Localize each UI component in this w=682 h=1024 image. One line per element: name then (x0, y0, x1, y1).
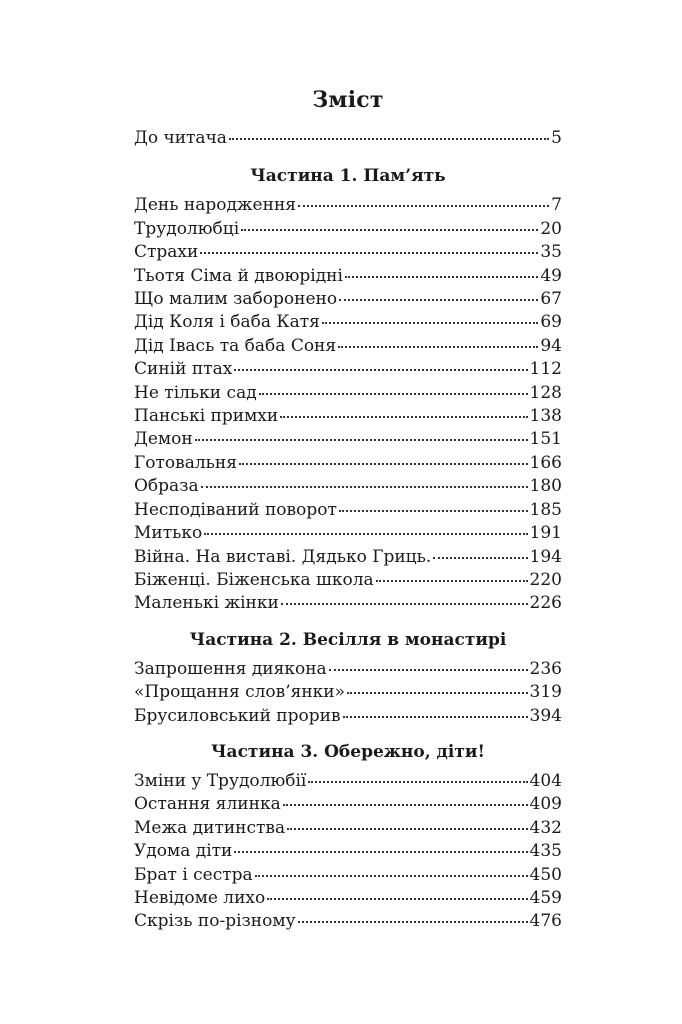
toc-entry-label: Митько (134, 523, 203, 544)
dot-leader (376, 579, 528, 582)
page-title: Зміст (312, 87, 384, 113)
toc-entry-page: 49 (540, 265, 562, 286)
toc-entry-page: 319 (529, 682, 562, 703)
toc-entry (134, 452, 562, 475)
toc-entry-label: Готовальня (134, 452, 237, 473)
dot-leader (298, 204, 549, 207)
toc-entry-page: 409 (529, 794, 562, 815)
toc-entry-page: 220 (529, 569, 562, 590)
toc-entry (134, 218, 562, 241)
toc-entry-page: 432 (529, 817, 562, 838)
toc-entry-page: 94 (540, 335, 562, 356)
toc-entry (134, 127, 562, 150)
toc-entry (134, 793, 562, 816)
dot-leader (308, 780, 527, 783)
toc-entry-page: 226 (529, 593, 562, 614)
toc-entry-label: Що малим заборонено (134, 289, 338, 310)
dot-leader (195, 438, 528, 441)
toc-entry-label: Панські примхи (134, 406, 279, 427)
toc-entry (134, 475, 562, 498)
toc-entry (134, 522, 562, 545)
toc-entry (134, 770, 562, 793)
part-heading: Частина 1. Пам’ять (250, 166, 446, 187)
toc-entry-page: 20 (540, 218, 562, 239)
toc-entry-label: Синій птах (134, 359, 233, 380)
toc-entry-page: 404 (529, 770, 562, 791)
toc-entry-page: 476 (529, 911, 562, 932)
dot-leader (241, 228, 538, 231)
toc-part-3 (134, 740, 562, 934)
dot-leader (229, 137, 549, 140)
toc-entry-page: 236 (529, 658, 562, 679)
toc-entry-label: Маленькі жінки (134, 593, 279, 614)
toc-entry (134, 887, 562, 910)
toc-entry (134, 311, 562, 334)
dot-leader (280, 415, 527, 418)
toc-entry (134, 382, 562, 405)
toc-entry-page: 435 (529, 841, 562, 862)
dot-leader (345, 275, 538, 278)
toc-entry (134, 288, 562, 311)
toc-entry-page: 67 (540, 289, 562, 310)
toc-entry (134, 499, 562, 522)
toc-entry-page: 394 (529, 705, 562, 726)
dot-leader (433, 556, 527, 559)
toc-entry-label: Зміни у Трудолюбії (134, 770, 307, 791)
toc-entry (134, 569, 562, 592)
part-heading: Частина 2. Весілля в монастирі (189, 629, 507, 650)
dot-leader (200, 251, 538, 254)
dot-leader (338, 345, 538, 348)
toc-entry-page: 185 (529, 499, 562, 520)
dot-leader (281, 602, 528, 605)
toc-entry-label: Брат і сестра (134, 864, 253, 885)
toc-entry-page: 450 (529, 864, 562, 885)
dot-leader (339, 509, 528, 512)
dot-leader (255, 874, 528, 877)
dot-leader (322, 321, 539, 324)
toc-part-1 (134, 164, 562, 615)
toc-entry (134, 705, 562, 728)
dot-leader (259, 392, 528, 395)
toc-entry-page: 138 (529, 406, 562, 427)
toc-entry-label: Трудолюбці (134, 218, 240, 239)
dot-leader (267, 897, 527, 900)
toc-entry (134, 265, 562, 288)
dot-leader (343, 715, 528, 718)
toc-entry-label: Межа дитинства (134, 817, 286, 838)
toc-entry (134, 817, 562, 840)
toc-entry (134, 546, 562, 569)
toc-entry-label: Не тільки сад (134, 382, 257, 403)
dot-leader (283, 803, 528, 806)
toc-entry-label: День народження (134, 195, 297, 216)
dot-leader (329, 668, 528, 671)
dot-leader (298, 920, 528, 923)
toc-entry-label: Образа (134, 476, 199, 497)
part-heading: Частина 3. Обережно, діти! (211, 741, 485, 762)
dot-leader (339, 298, 538, 301)
toc-entry-label: Дід Коля і баба Катя (134, 312, 320, 333)
dot-leader (347, 691, 528, 694)
table-of-contents (134, 86, 562, 934)
toc-entry-label: Остання ялинка (134, 794, 281, 815)
dot-leader (234, 368, 527, 371)
toc-entry-label: Страхи (134, 242, 199, 263)
toc-entry-page: 151 (529, 429, 562, 450)
toc-entry (134, 358, 562, 381)
toc-entry (134, 910, 562, 933)
toc-entry-label: До читача (134, 128, 227, 148)
toc-entry-page: 180 (529, 476, 562, 497)
toc-entry (134, 840, 562, 863)
toc-entry-label: Війна. На виставі. Дядько Гриць. (134, 546, 432, 567)
toc-entry (134, 335, 562, 358)
toc-entry (134, 241, 562, 264)
toc-entry-label: Невідоме лихо (134, 887, 266, 908)
dot-leader (201, 485, 528, 488)
toc-entry-label: «Прощання слов’янки» (134, 682, 346, 703)
toc-entry (134, 405, 562, 428)
toc-entry (134, 428, 562, 451)
toc-entry-label: Біженці. Біженська школа (134, 569, 374, 590)
toc-entry-page: 128 (529, 382, 562, 403)
toc-entry-label: Скрізь по-різному (134, 911, 296, 932)
toc-entry (134, 592, 562, 615)
toc-entry (134, 194, 562, 217)
toc-entry-label: Запрошення диякона (134, 658, 327, 679)
toc-entry (134, 864, 562, 887)
toc-entry-page: 194 (529, 546, 562, 567)
toc-entry-label: Удома діти (134, 841, 233, 862)
dot-leader (287, 827, 527, 830)
toc-entry-page: 112 (529, 359, 562, 380)
toc-parts (134, 164, 562, 933)
toc-entry-page: 5 (551, 128, 562, 148)
toc-entry-page: 166 (529, 452, 562, 473)
dot-leader (239, 462, 528, 465)
toc-entry-label: Несподіваний поворот (134, 499, 337, 520)
toc-entry-page: 69 (540, 312, 562, 333)
toc-entry-label: Дід Івась та баба Соня (134, 335, 337, 356)
dot-leader (204, 532, 527, 535)
toc-entry-label: Демон (134, 429, 193, 450)
toc-entry-label: Брусиловський прорив (134, 705, 341, 726)
toc-entry (134, 658, 562, 681)
toc-entry-page: 7 (551, 195, 562, 216)
toc-entry-page: 459 (529, 887, 562, 908)
dot-leader (234, 850, 527, 853)
toc-part-2 (134, 628, 562, 728)
toc-entry (134, 681, 562, 704)
toc-entry-page: 35 (540, 242, 562, 263)
toc-entry-label: Тьотя Сіма й двоюрідні (134, 265, 343, 286)
toc-entry-page: 191 (529, 523, 562, 544)
